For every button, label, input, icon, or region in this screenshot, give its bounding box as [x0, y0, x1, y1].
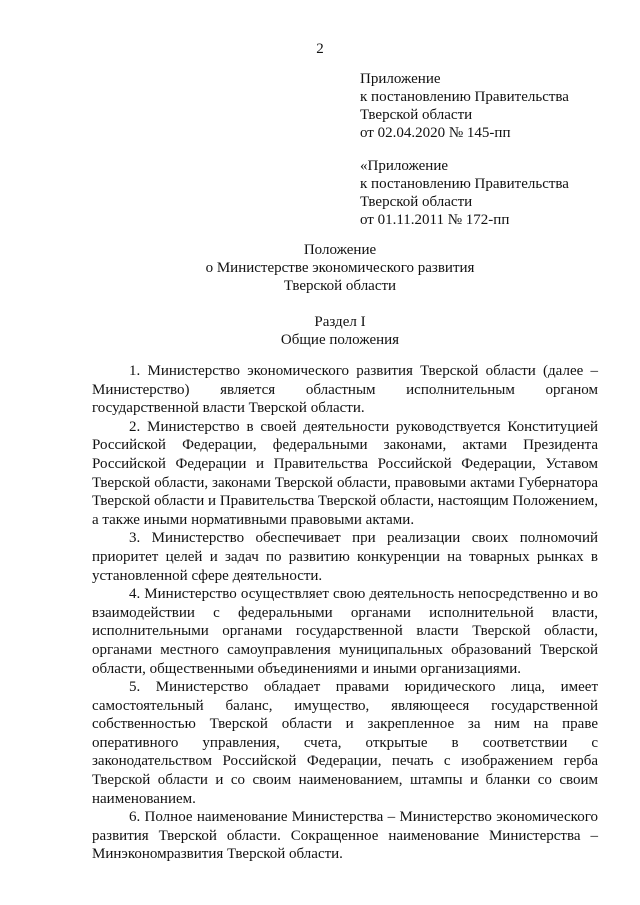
- section-name: Общие положения: [280, 332, 400, 348]
- paragraph: 5. Министерство обладает правами юридического лица, имеет самостоятельный баланс, имущество, являющееся государственной собственностью Тверской области и закрепленное за ним на праве оперативного управления, счета, открытые в соответствии с законодательством Российской Федерации, печать с изображением герба Тверской области и со своим наименованием, штампы и бланки со своим наименованием.: [92, 679, 598, 807]
- appendix-line: Приложение: [360, 71, 441, 87]
- appendix-block-original: [360, 157, 620, 229]
- paragraph: 3. Министерство обеспечивает при реализации своих полномочий приоритет целей и задач по развитию конкуренции на товарных рынках в установленной сфере деятельности.: [92, 530, 598, 584]
- title-line: о Министерстве экономического развития: [205, 260, 475, 276]
- title-line: Положение: [303, 242, 377, 258]
- section-heading: [0, 313, 640, 349]
- appendix-line: от 02.04.2020 № 145-пп: [360, 125, 511, 141]
- appendix-line: к постановлению Правительства: [360, 89, 569, 105]
- appendix-line: «Приложение: [360, 158, 449, 174]
- appendix-line: Тверской области: [360, 107, 473, 123]
- appendix-line: Тверской области: [360, 194, 473, 210]
- paragraph: 6. Полное наименование Министерства – Министерство экономического развития Тверской области. Сокращенное наименование Министерства – Минэкономразвития Тверской области.: [92, 809, 598, 863]
- document-title: [0, 241, 640, 295]
- paragraph: 1. Министерство экономического развития Тверской области (далее – Министерство) является областным исполнительным органом государственной власти Тверской области.: [92, 363, 598, 417]
- title-line: Тверской области: [283, 278, 397, 294]
- document-body: [92, 362, 598, 864]
- paragraph: 2. Министерство в своей деятельности руководствуется Конституцией Российской Федерации, федеральными законами, актами Президента Российской Федерации и Правительства Российской Федерации, Уставом Тверской области, законами Тверской области, правовыми актами Губернатора Тверской области и Правительства Тверской области, настоящим Положением, а также иными нормативными правовыми актами.: [92, 418, 598, 528]
- appendix-line: к постановлению Правительства: [360, 176, 569, 192]
- page-number: 2: [316, 41, 324, 57]
- appendix-block-current: [360, 70, 620, 142]
- section-number: Раздел I: [314, 314, 366, 330]
- paragraph: 4. Министерство осуществляет свою деятельность непосредственно и во взаимодействии с федеральными органами исполнительной власти, исполнительными органами государственной власти Тверской области, органами местного самоуправления муниципальных образований Тверской области, общественными объединениями и иными организациями.: [92, 586, 598, 677]
- appendix-line: от 01.11.2011 № 172-пп: [360, 212, 510, 228]
